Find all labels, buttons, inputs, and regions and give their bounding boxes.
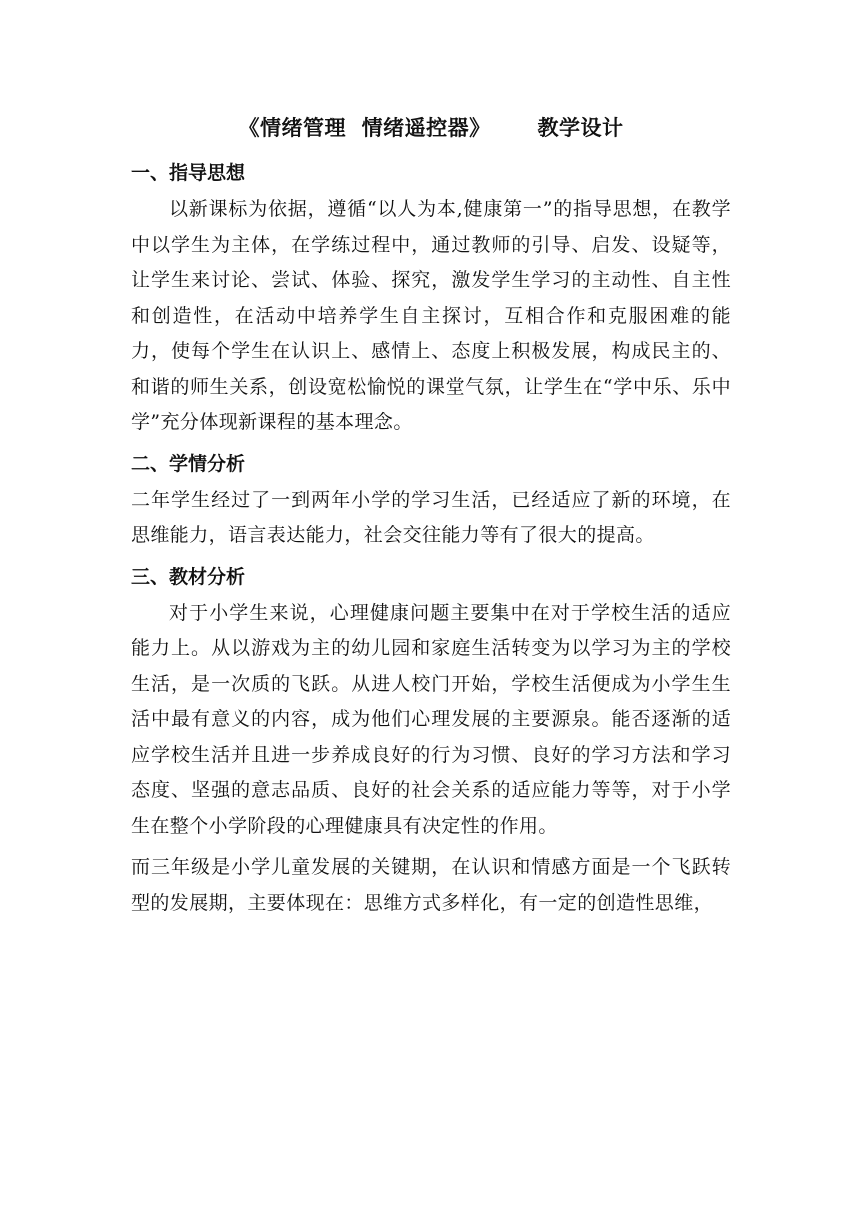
paragraph-textbook-analysis-2: 而三年级是小学儿童发展的关键期，在认识和情感方面是一个飞跃转型的发展期，主要体现在：思维方式多样化，有一定的创造性思维， [131,856,731,914]
section-heading-textbook-analysis: 三、教材分析 [131,565,246,588]
section-heading-student-analysis: 二、学情分析 [131,452,246,475]
paragraph-textbook-analysis-1: 对于小学生来说，心理健康问题主要集中在对于学校生活的适应能力上。从以游戏为主的幼儿园和家庭生活转变为以学习为主的学校生活，是一次质的飞跃。从进人校门开始，学校生活便成为小学生生活中最有意义的内容，成为他们心理发展的主要源泉。能否逐渐的适应学校生活并且进一步养成良好的行为习惯、良好的学习方法和学习态度、坚强的意志品质、良好的社会关系的适应能力等等，对于小学生在整个小学阶段的心理健康具有决定性的作用。 [131,601,731,837]
document-title: 《情绪管理 情绪遥控器》 教学设计 [238,115,624,140]
paragraph-guiding-ideology: 以新课标为依据，遵循“以人为本,健康第一”的指导思想，在教学中以学生为主体，在学练过程中，通过教师的引导、启发、设疑等，让学生来讨论、尝试、体验、探究，激发学生学习的主动性、自主性和创造性，在活动中培养学生自主探讨，互相合作和克服困难的能力，使每个学生在认识上、感情上、态度上积极发展，构成民主的、和谐的师生关系，创设宽松愉悦的课堂气氛，让学生在“学中乐、乐中学”充分体现新课程的基本理念。 [131,198,731,433]
document-body [131,112,731,927]
section-heading-guiding-ideology: 一、指导思想 [131,162,246,184]
paragraph-student-analysis: 二年学生经过了一到两年小学的学习生活，已经适应了新的环境，在思维能力，语言表达能力，社会交往能力等有了很大的提高。 [131,488,731,546]
